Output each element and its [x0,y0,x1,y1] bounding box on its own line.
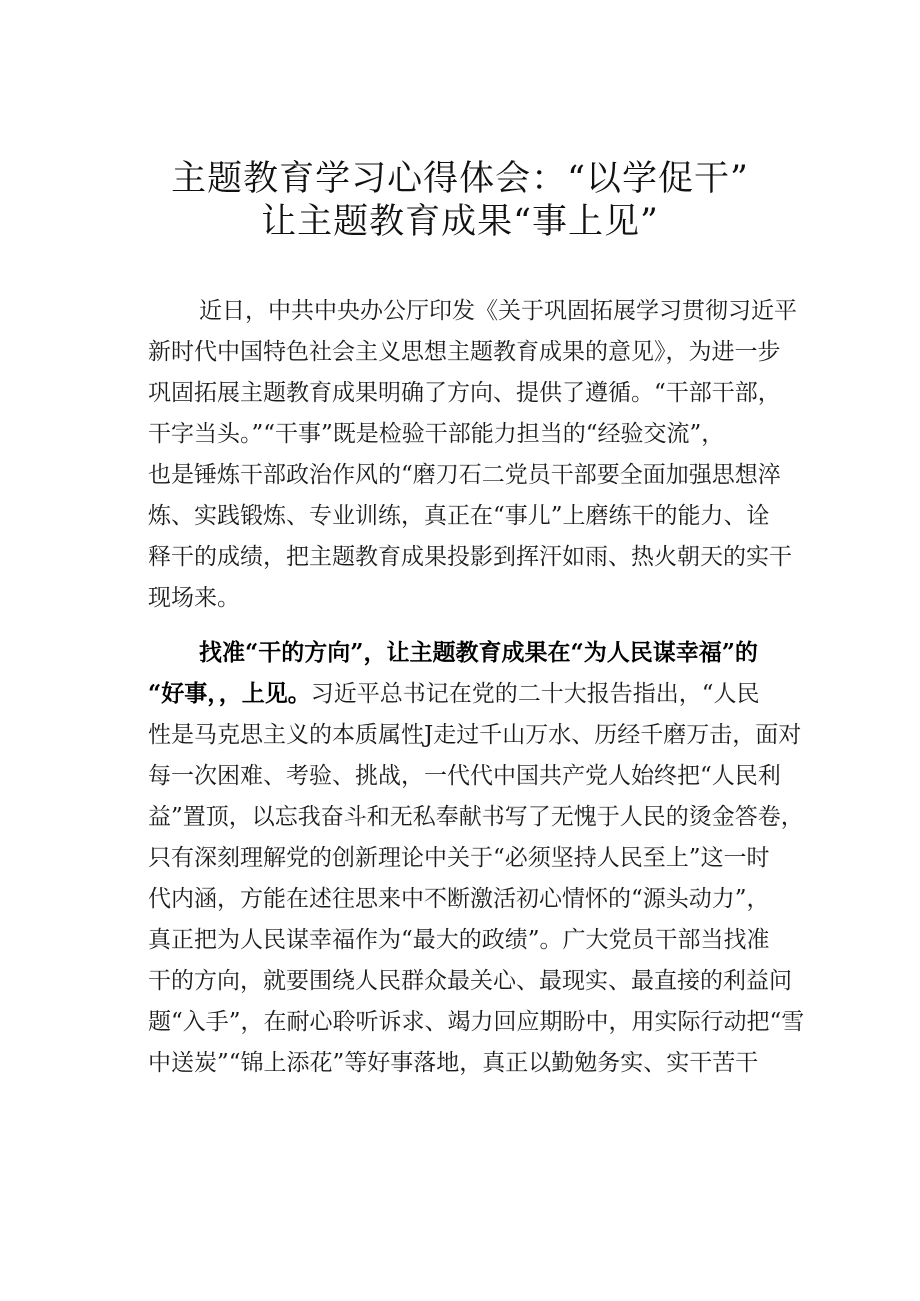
paragraph-1-line: 也是锤炼干部政治作风的“磨刀石二党员干部要全面加强思想淬 [148,462,781,488]
paragraph-2-line [148,674,760,714]
section-heading: 找准“干的方向”，让主题教育成果在“为人民谋幸福”的 [199,639,758,666]
paragraph-1-line: 干字当头。”“干事”既是检验干部能力担当的“经验交流”， [148,421,725,447]
paragraph-2-line: 真正把为人民谋幸福作为“最大的政绩”。广大党员干部当找准 [148,927,770,953]
paragraph-1-line: 释干的成绩，把主题教育成果投影到挥汗如雨、热火朝天的实干 [148,544,792,570]
paragraph-1-line: 新时代中国特色社会主义思想主题教育成果的意见》，为进一步 [148,339,781,365]
paragraph-2-line: 每一次困难、考验、挑战，一代代中国共产党人始终把“人民利 [148,763,781,789]
paragraph-2-line: 益”置顶，以忘我奋斗和无私奉献书写了无愧于人民的烫金答卷， [148,804,804,830]
paragraph-1-line: 巩固拓展主题教育成果明确了方向、提供了遵循。“干部干部， [148,380,781,406]
paragraph-2-text: 习近平总书记在党的二十大报告指出，“人民 [310,681,760,707]
paragraph-2-line: 中送炭”“锦上添花”等好事落地，真正以勤勉务实、实干苦干 [148,1050,759,1076]
paragraph-2-line: 干的方向，就要围绕人民群众最关心、最现实、最直接的利益问 [148,968,792,994]
section-heading-end: “好事，，上见。 [148,680,311,707]
paragraph-2-line: 性是马克思主义的本质属性J走过千山万水、历经千磨万击，面对 [148,722,802,748]
paragraph-2-line: 只有深刻理解党的创新理论中关于“必须坚持人民至上”这一时 [148,845,770,871]
paragraph-2-line: 题“入手”，在耐心聆听诉求、竭力回应期盼中，用实际行动把“雪 [148,1009,805,1035]
paragraph-1-line: 炼、实践锻炼、专业训练，真正在“事儿”上磨练干的能力、诠 [148,503,770,529]
paragraph-2-line: 代内涵，方能在述往思来中不断激活初心情怀的“源头动力”， [148,886,770,912]
paragraph-1-line: 近日，中共中央办公厅印发《关于巩固拓展学习贯彻习近平 [199,298,797,324]
document-title-line-2: 让主题教育成果“事上见” [261,202,659,242]
paragraph-1-line: 现场来。 [148,585,240,611]
document-title-line-1: 主题教育学习心得体会：“以学促干” [171,159,749,199]
